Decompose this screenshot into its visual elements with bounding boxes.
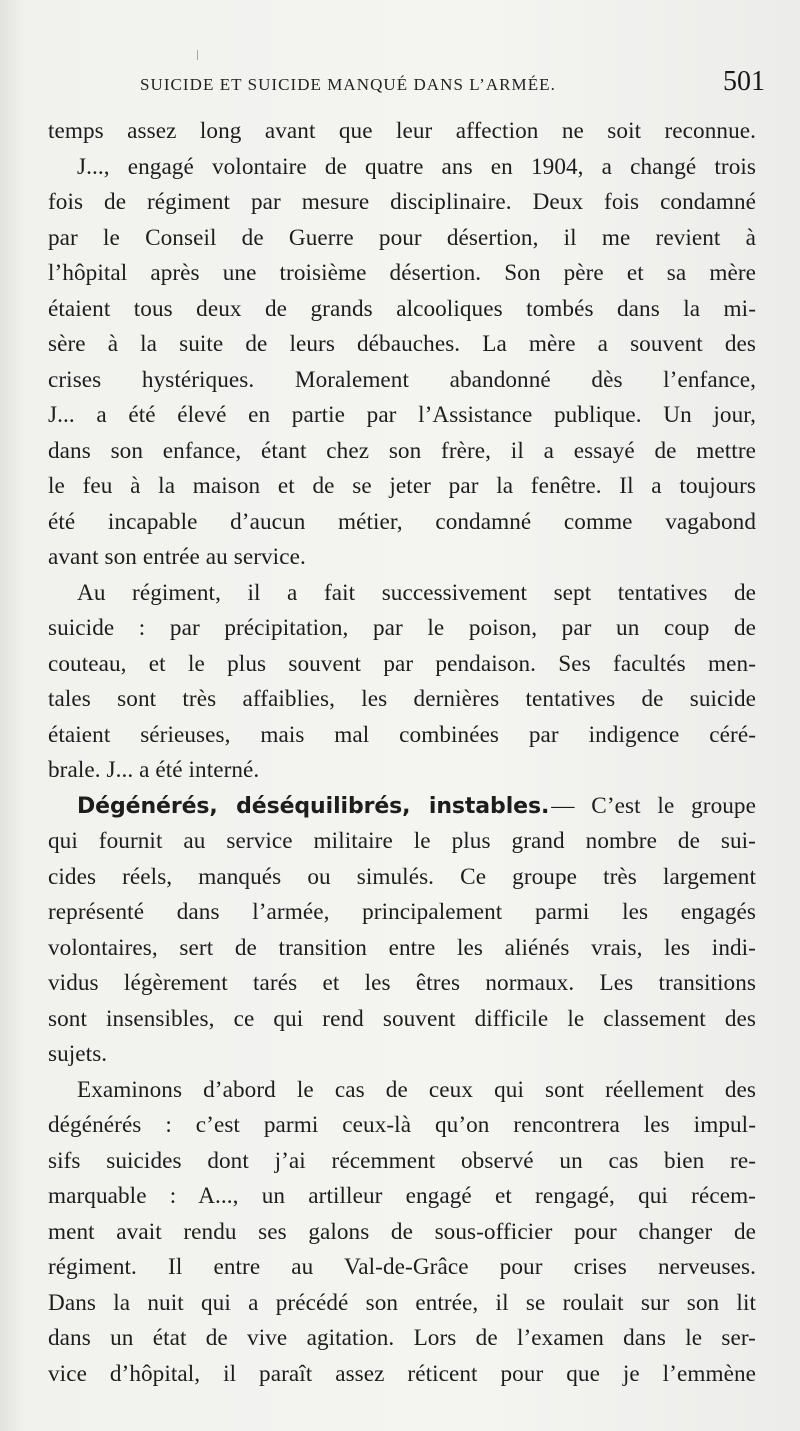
heading-dash: — bbox=[551, 792, 575, 819]
text-line: crises hystériques. Moralement abandonné dès l’enfance, bbox=[48, 366, 756, 393]
text-line: Au régiment, il a fait successivement sept tentatives de bbox=[77, 579, 756, 606]
text-line: brale. J... a été interné. bbox=[48, 757, 260, 783]
page-header bbox=[95, 68, 771, 104]
page-number: 501 bbox=[723, 66, 765, 97]
text-line: vidus légèrement tarés et les êtres normaux. Les transitions bbox=[48, 970, 756, 996]
text-line: J... a été élevé en partie par l’Assistance publique. Un jour, bbox=[48, 402, 756, 428]
text-line: été incapable d’aucun métier, condamné comme vagabond bbox=[48, 508, 756, 535]
text-line: vice d’hôpital, il paraît assez réticent pour que je l’emmène bbox=[48, 1360, 756, 1387]
text-line: sifs suicides dont j’ai récemment observé un cas bien re- bbox=[48, 1147, 756, 1174]
text-line: J..., engagé volontaire de quatre ans en 1904, a changé trois bbox=[77, 153, 756, 180]
text-line: couteau, et le plus souvent par pendaison. Ses facultés men- bbox=[48, 650, 756, 677]
text-line: étaient tous deux de grands alcooliques tombés dans la mi- bbox=[48, 295, 756, 322]
text-line: volontaires, sert de transition entre les aliénés vrais, les indi- bbox=[48, 934, 756, 961]
text-line: dans son enfance, étant chez son frère, il a essayé de mettre bbox=[48, 437, 756, 464]
text-line: marquable : A..., un artilleur engagé et rengagé, qui récem- bbox=[48, 1183, 756, 1209]
body-text bbox=[48, 114, 756, 1392]
text-line: avant son entrée au service. bbox=[48, 544, 306, 570]
text-line: qui fournit au service militaire le plus grand nombre de sui- bbox=[48, 828, 756, 854]
text-line: tales sont très affaiblies, les dernières tentatives de suicide bbox=[48, 686, 756, 712]
text-line: étaient sérieuses, mais mal combinées par indigence céré- bbox=[48, 721, 756, 748]
text-line: dégénérés : c’est parmi ceux-là qu’on rencontrera les impul- bbox=[48, 1112, 756, 1138]
text-line: l’hôpital après une troisième désertion. Son père et sa mère bbox=[48, 260, 756, 286]
text-line: dans un état de vive agitation. Lors de l’examen dans le ser- bbox=[48, 1325, 756, 1351]
text-line: ment avait rendu ses galons de sous-officier pour changer de bbox=[48, 1218, 756, 1245]
text-line: régiment. Il entre au Val-de-Grâce pour crises nerveuses. bbox=[48, 1254, 756, 1280]
text-line: sujets. bbox=[48, 1041, 108, 1067]
section-heading-line bbox=[48, 789, 756, 825]
text-line: représenté dans l’armée, principalement parmi les engagés bbox=[48, 899, 756, 925]
running-title: SUICIDE ET SUICIDE MANQUÉ DANS L’ARMÉE. bbox=[140, 75, 556, 94]
text-line: sont insensibles, ce qui rend souvent difficile le classement des bbox=[48, 1005, 756, 1032]
print-mark bbox=[197, 50, 198, 60]
text-line: le feu à la maison et de se jeter par la fenêtre. Il a toujours bbox=[48, 473, 756, 499]
text-line: Dans la nuit qui a précédé son entrée, il se roulait sur son lit bbox=[48, 1289, 756, 1316]
text-line-tail: C’est le groupe bbox=[591, 792, 756, 819]
text-line: par le Conseil de Guerre pour désertion, il me revient à bbox=[48, 224, 756, 251]
text-line: suicide : par précipitation, par le poison, par un coup de bbox=[48, 615, 756, 641]
text-line: temps assez long avant que leur affection ne soit reconnue. bbox=[48, 118, 756, 144]
text-line: sère à la suite de leurs débauches. La mère a souvent des bbox=[48, 331, 756, 357]
text-line: fois de régiment par mesure disciplinaire. Deux fois condamné bbox=[48, 189, 756, 215]
text-line: cides réels, manqués ou simulés. Ce groupe très largement bbox=[48, 863, 756, 890]
section-heading: Dégénérés, déséquilibrés, instables. bbox=[77, 793, 550, 819]
text-line: Examinons d’abord le cas de ceux qui sont réellement des bbox=[77, 1076, 756, 1103]
